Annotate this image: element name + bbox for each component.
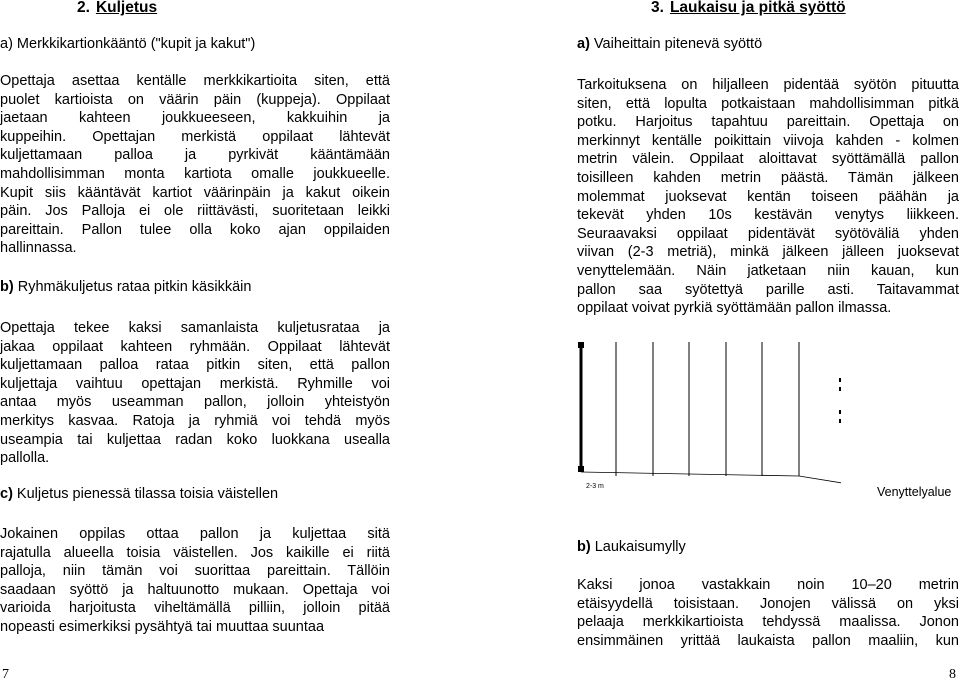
text-line: viivan (2-3 metriä), minkä jälkeen jälleen juoksevat	[577, 244, 959, 261]
text-line: kuljettamaan palloa ja pyrkivät kääntämään	[0, 147, 390, 164]
right-section-b-title	[577, 539, 686, 555]
text-line: Jokainen oppilas ottaa pallon ja kuljettaa sitä	[0, 526, 390, 542]
left-section-c-title	[0, 486, 278, 502]
text-line: potku. Harjoitus tapahtuu pareittain. Opettaja on	[577, 114, 959, 131]
left-section-b-body	[0, 319, 390, 468]
text-line: Kaksi jonoa vastakkain noin 10–20 metrin	[577, 577, 959, 593]
left-section-heading	[77, 0, 157, 17]
left-section-a-body	[0, 72, 390, 258]
text-line: varioida harjoitusta viheltämällä pilliin, jolloin pitää	[0, 600, 390, 617]
text-line: Opettaja tekee kaksi samanlaista kuljetusrataa ja	[0, 320, 390, 336]
left-section-b-prefix: b)	[0, 279, 14, 295]
player-marker	[839, 419, 841, 423]
player-marker	[839, 387, 841, 391]
text-line: pallolla.	[0, 450, 50, 467]
text-line: hallinnassa.	[0, 240, 77, 257]
right-heading-number: 3.	[651, 0, 664, 16]
baseline	[581, 472, 799, 476]
text-line: kuljettaja vaihtuu opettajan merkistä. Ryhmille voi	[0, 375, 390, 392]
player-marker	[839, 410, 841, 414]
text-line: antaa myös useamman pallon, jolloin yhteistyön	[0, 394, 390, 411]
left-heading-text: Kuljetus	[95, 0, 158, 16]
text-line: pallon saa syötettyä parille asti. Taitavammat	[577, 281, 959, 298]
text-line: mahdollisimman monta kartiota omalle joukkueelle.	[0, 165, 390, 182]
text-line: ensimmäinen yrittää laukaista pallon maaliin, kun	[577, 632, 959, 649]
right-section-b-body	[577, 576, 959, 650]
text-line: venyttelemään. Näin jatketaan niin kauan, kun	[577, 262, 959, 279]
text-line: metrin välein. Oppilaat aloittavat syöttämällä pallon	[577, 151, 959, 168]
right-section-heading	[651, 0, 846, 17]
text-line: Tarkoituksena on hiljalleen pidentää syötön pituutta	[577, 77, 959, 93]
text-line: oppilaat voivat pyrkiä syöttämään pallon ilmassa.	[577, 300, 892, 317]
left-heading-number: 2.	[77, 0, 90, 16]
text-line: jaetaan kahteen joukkueeseen, kakkuihin ja	[0, 110, 390, 127]
text-line: tekevät yhden 10s kestävän venytys liikkeen.	[577, 207, 959, 224]
text-line: Opettaja asettaa kentälle merkkikartioita siten, että	[0, 73, 390, 89]
text-line: pareittain. Pallon tulee olla koko ajan oppilaiden	[0, 221, 390, 238]
text-line: Kupit siis kääntävät kartiot väärinpäin ja kakut oikein	[0, 184, 390, 201]
right-page-number: 8	[949, 667, 956, 682]
text-line: merkitys kasvaa. Ratoja ja ryhmiä voi tehdä myös	[0, 412, 390, 429]
right-section-a-body	[577, 76, 959, 318]
pointer-line	[799, 476, 841, 488]
left-section-c-title-text: Kuljetus pienessä tilassa toisia väistellen	[12, 486, 279, 502]
left-section-a-title: a) Merkkikartionkääntö ("kupit ja kakut")	[0, 36, 256, 52]
passing-lines-diagram	[578, 342, 841, 492]
text-line: jakaa oppilaat kahteen ryhmään. Oppilaat lähtevät	[0, 338, 390, 355]
text-line: päin. Jos Palloja ei ole riittävästi, suoritetaan leikki	[0, 203, 390, 220]
text-line: toisilleen kahden metrin päästä. Tämän jälkeen	[577, 169, 959, 186]
text-line: Seuraavaksi oppilaat pidentävät syötöväliä yhden	[577, 225, 959, 242]
right-section-b-prefix: b)	[577, 539, 591, 555]
text-line: rajatulla alueella toisia väistellen. Jos kaikille ei riitä	[0, 544, 390, 561]
left-section-c-prefix: c)	[0, 486, 13, 502]
text-line: molemmat juoksevat kentän toiseen päähän ja	[577, 188, 959, 205]
right-section-a-title	[577, 36, 762, 52]
player-marker	[839, 378, 841, 382]
text-line: useampia tai kuljettaa radan koko luokkana usealla	[0, 431, 390, 448]
text-line: pelaaja merkkikartioista tehdyssä maalissa. Jonon	[577, 614, 959, 631]
text-line: saadaan syöttö ja haltuunotto mukaan. Opettaja voi	[0, 581, 390, 598]
diagram-field	[581, 342, 841, 488]
right-heading-text: Laukaisu ja pitkä syöttö	[669, 0, 846, 16]
text-line: kuppeihin. Opettajan merkistä oppilaat lähtevät	[0, 128, 390, 145]
text-line: etäisyydellä toisistaan. Jonojen välissä on yksi	[577, 595, 959, 612]
left-page-number: 7	[2, 667, 9, 682]
right-section-b-title-text: Laukaisumylly	[590, 539, 686, 555]
right-section-a-title-text: Vaiheittain pitenevä syöttö	[589, 36, 763, 52]
left-section-b-title	[0, 279, 251, 295]
distance-label: 2-3 m	[586, 483, 604, 490]
text-line: siten, että lopulta potkaistaan mahdollisimman pitkä	[577, 95, 959, 112]
text-line: palloja, niin tämän voi suorittaa pareittain. Tällöin	[0, 563, 390, 580]
left-section-b-title-text: Ryhmäkuljetus rataa pitkin käsikkäin	[13, 279, 252, 295]
left-section-c-body	[0, 525, 390, 637]
text-line: nopeasti esimerkiksi pysähtyä tai muuttaa suuntaa	[0, 618, 325, 635]
text-line: merkinnyt kentälle poikittain viivoja kahden - kolmen	[577, 132, 959, 149]
stretching-area-caption: Venyttelyalue	[877, 485, 952, 499]
text-line: kuljettamaan palloa rataa pitkin siten, että pallon	[0, 357, 390, 374]
text-line: puolet kartioista on väärin päin (kuppeja). Oppilaat	[0, 91, 390, 108]
player-markers	[839, 378, 841, 423]
right-section-a-prefix: a)	[577, 36, 590, 52]
